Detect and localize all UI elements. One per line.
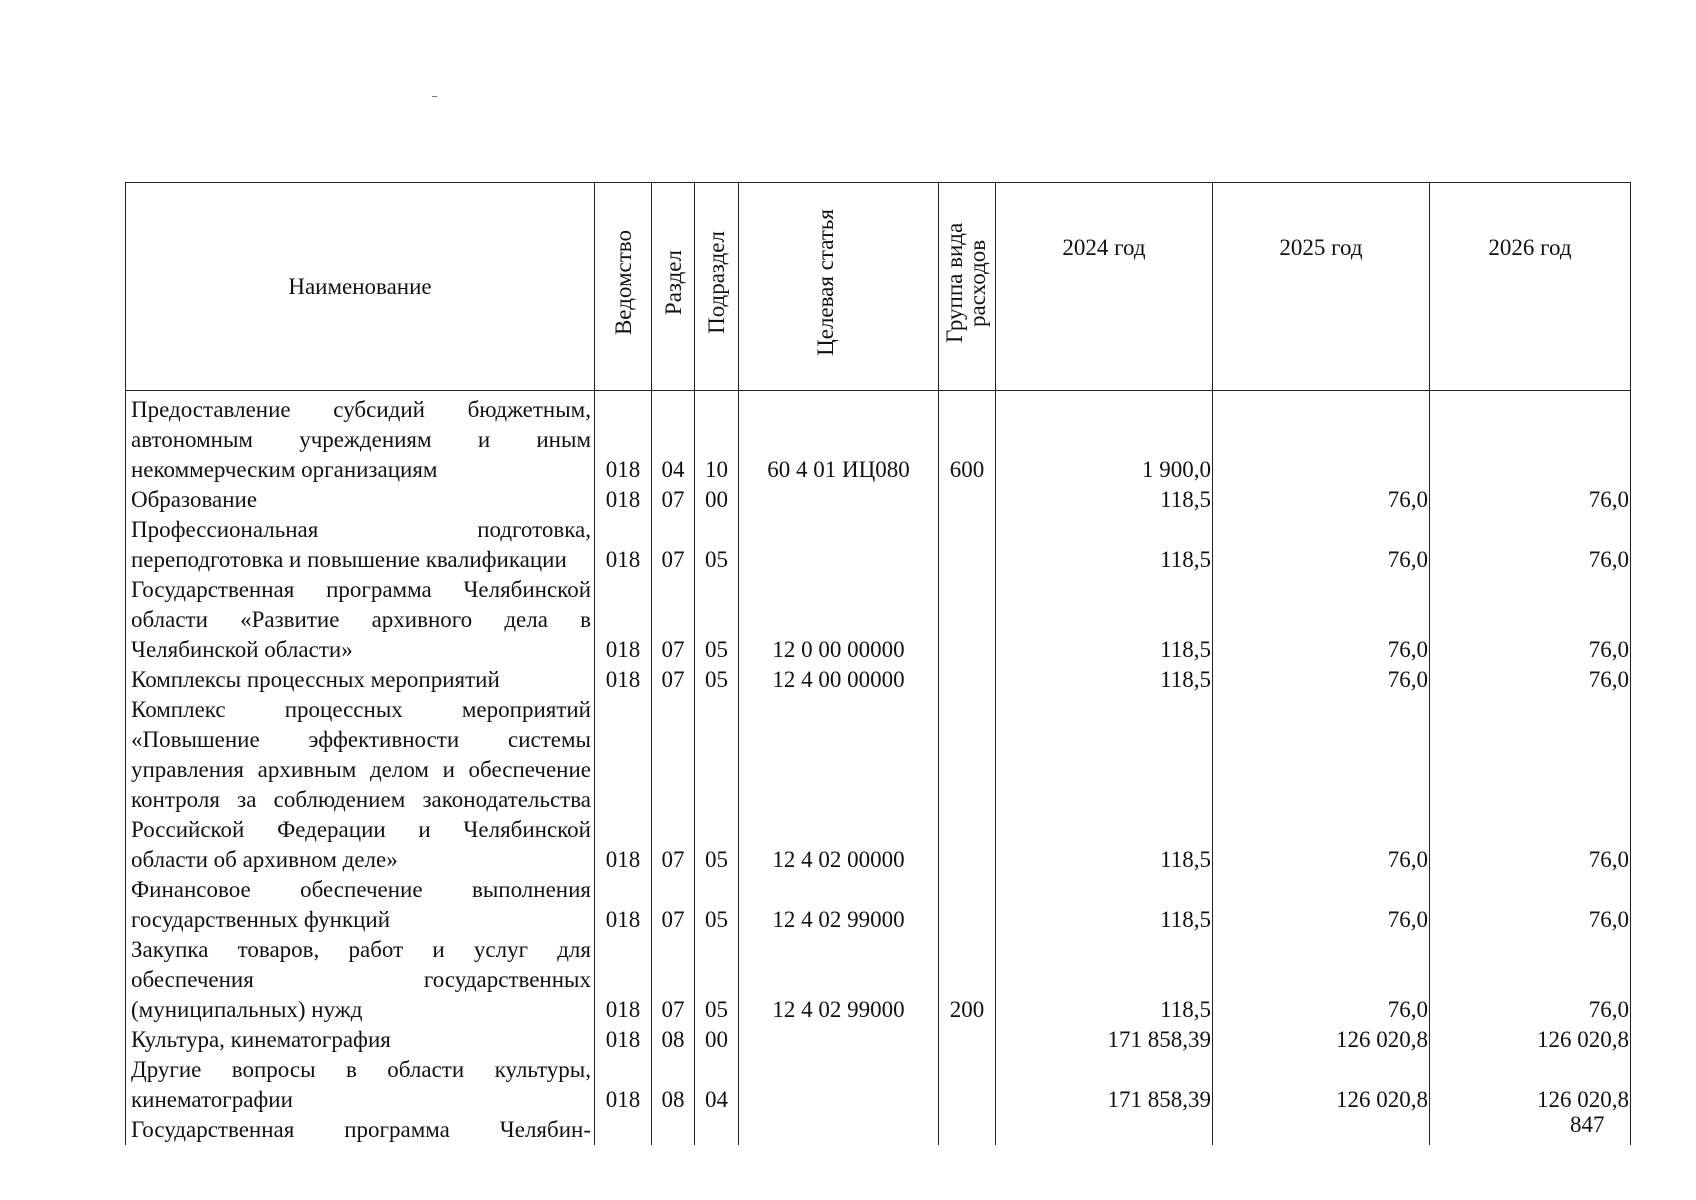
cell-y2025: 76,0 xyxy=(1213,575,1430,665)
cell-target xyxy=(739,1055,939,1115)
cell-dept: 018 xyxy=(595,875,652,935)
cell-group xyxy=(939,1025,996,1055)
table-row xyxy=(126,1025,1631,1055)
cell-y2025: 76,0 xyxy=(1213,695,1430,875)
cell-y2026: 126 020,8 xyxy=(1430,1025,1631,1055)
cell-subsection: 05 xyxy=(695,515,739,575)
cell-y2024: 118,5 xyxy=(996,515,1213,575)
cell-subsection: 05 xyxy=(695,935,739,1025)
cell-name: Профессиональная подготовка, переподготовка и повышение квалификации xyxy=(126,515,595,575)
cell-name: Образование xyxy=(126,485,595,515)
cell-y2025 xyxy=(1213,1115,1430,1145)
cell-section: 07 xyxy=(652,575,695,665)
cell-section: 07 xyxy=(652,695,695,875)
cell-y2024: 171 858,39 xyxy=(996,1025,1213,1055)
table-row xyxy=(126,575,1631,665)
cell-name: Государственная программа Челябинской области «Развитие архивного дела в Челябинской области» xyxy=(126,575,595,665)
header-name: Наименование xyxy=(126,183,595,391)
header-section: Раздел xyxy=(652,183,695,391)
cell-target: 12 4 02 99000 xyxy=(739,875,939,935)
cell-subsection: 05 xyxy=(695,695,739,875)
header-2024: 2024 год xyxy=(996,183,1213,391)
cell-dept: 018 xyxy=(595,1025,652,1055)
cell-target: 12 0 00 00000 xyxy=(739,575,939,665)
cell-group xyxy=(939,485,996,515)
cell-y2024: 118,5 xyxy=(996,665,1213,695)
table-row xyxy=(126,665,1631,695)
cell-group xyxy=(939,695,996,875)
cell-dept: 018 xyxy=(595,1055,652,1115)
cell-name: Комплекс процессных мероприятий «Повышение эффективности системы управления архивным делом и обеспечение контроля за соблюдением законодательства Российской Федерации и Челябинской области об архивном деле» xyxy=(126,695,595,875)
cell-name: Финансовое обеспечение выполнения государственных функций xyxy=(126,875,595,935)
cell-section: 08 xyxy=(652,1055,695,1115)
cell-y2026: 76,0 xyxy=(1430,695,1631,875)
cell-y2025: 76,0 xyxy=(1213,485,1430,515)
page-number: 847 xyxy=(1570,1112,1605,1137)
cell-dept: 018 xyxy=(595,515,652,575)
cell-dept: 018 xyxy=(595,485,652,515)
cell-name: Комплексы процессных мероприятий xyxy=(126,665,595,695)
table-row xyxy=(126,1055,1631,1115)
cell-section: 04 xyxy=(652,391,695,486)
cell-target xyxy=(739,485,939,515)
cell-y2025: 76,0 xyxy=(1213,875,1430,935)
cell-subsection: 04 xyxy=(695,1055,739,1115)
cell-y2024: 118,5 xyxy=(996,875,1213,935)
cell-subsection: 10 xyxy=(695,391,739,486)
cell-name: Культура, кинематография xyxy=(126,1025,595,1055)
cell-dept: 018 xyxy=(595,575,652,665)
header-exp-group: Группа вида расходов xyxy=(939,183,996,391)
cell-y2024: 118,5 xyxy=(996,575,1213,665)
cell-y2024 xyxy=(996,1115,1213,1145)
cell-group xyxy=(939,665,996,695)
cell-y2025: 76,0 xyxy=(1213,665,1430,695)
header-2025: 2025 год xyxy=(1213,183,1430,391)
budget-table xyxy=(125,182,1631,1145)
cell-dept: 018 xyxy=(595,935,652,1025)
cell-group xyxy=(939,575,996,665)
table-row xyxy=(126,695,1631,875)
cell-section: 07 xyxy=(652,665,695,695)
header-dept: Ведомство xyxy=(595,183,652,391)
table-row xyxy=(126,935,1631,1025)
cell-y2026: 76,0 xyxy=(1430,575,1631,665)
scan-speck xyxy=(432,96,437,97)
table-row xyxy=(126,485,1631,515)
cell-group xyxy=(939,1115,996,1145)
cell-y2025: 126 020,8 xyxy=(1213,1055,1430,1115)
header-target: Целевая статья xyxy=(739,183,939,391)
cell-subsection: 05 xyxy=(695,575,739,665)
cell-target: 12 4 00 00000 xyxy=(739,665,939,695)
cell-name: Государственная программа Челябин- xyxy=(126,1115,595,1145)
cell-y2026: 76,0 xyxy=(1430,665,1631,695)
cell-y2026: 76,0 xyxy=(1430,875,1631,935)
cell-y2024: 118,5 xyxy=(996,695,1213,875)
cell-y2026: 76,0 xyxy=(1430,515,1631,575)
table-row xyxy=(126,515,1631,575)
cell-y2024: 118,5 xyxy=(996,485,1213,515)
cell-name: Предоставление субсидий бюджетным, автономным учреждениям и иным некоммерческим организациям xyxy=(126,391,595,486)
table-row xyxy=(126,875,1631,935)
header-subsection: Подраздел xyxy=(695,183,739,391)
cell-y2026: 76,0 xyxy=(1430,485,1631,515)
cell-section: 07 xyxy=(652,935,695,1025)
cell-subsection: 05 xyxy=(695,665,739,695)
cell-group xyxy=(939,515,996,575)
cell-subsection xyxy=(695,1115,739,1145)
cell-dept: 018 xyxy=(595,665,652,695)
cell-y2024: 1 900,0 xyxy=(996,391,1213,486)
cell-section: 07 xyxy=(652,485,695,515)
table-row xyxy=(126,391,1631,486)
cell-dept xyxy=(595,1115,652,1145)
cell-target: 12 4 02 00000 xyxy=(739,695,939,875)
cell-group xyxy=(939,875,996,935)
cell-y2025: 76,0 xyxy=(1213,515,1430,575)
cell-dept: 018 xyxy=(595,695,652,875)
cell-target xyxy=(739,515,939,575)
cell-target xyxy=(739,1115,939,1145)
cell-group: 200 xyxy=(939,935,996,1025)
cell-group: 600 xyxy=(939,391,996,486)
table-row xyxy=(126,1115,1631,1145)
cell-y2026: 76,0 xyxy=(1430,935,1631,1025)
cell-subsection: 05 xyxy=(695,875,739,935)
cell-name: Закупка товаров, работ и услуг для обеспечения государственных (муниципальных) нужд xyxy=(126,935,595,1025)
cell-dept: 018 xyxy=(595,391,652,486)
cell-y2024: 171 858,39 xyxy=(996,1055,1213,1115)
cell-section: 07 xyxy=(652,515,695,575)
cell-target xyxy=(739,1025,939,1055)
cell-subsection: 00 xyxy=(695,485,739,515)
cell-group xyxy=(939,1055,996,1115)
cell-y2025: 126 020,8 xyxy=(1213,1025,1430,1055)
cell-section: 08 xyxy=(652,1025,695,1055)
cell-section xyxy=(652,1115,695,1145)
cell-name: Другие вопросы в области культуры, кинематографии xyxy=(126,1055,595,1115)
cell-target: 60 4 01 ИЦ080 xyxy=(739,391,939,486)
cell-target: 12 4 02 99000 xyxy=(739,935,939,1025)
cell-y2025: 76,0 xyxy=(1213,935,1430,1025)
cell-subsection: 00 xyxy=(695,1025,739,1055)
cell-y2025 xyxy=(1213,391,1430,486)
header-2026: 2026 год xyxy=(1430,183,1631,391)
table-header-row xyxy=(126,183,1631,391)
cell-y2026: 126 020,8 xyxy=(1430,1055,1631,1115)
cell-y2024: 118,5 xyxy=(996,935,1213,1025)
cell-section: 07 xyxy=(652,875,695,935)
cell-y2026 xyxy=(1430,391,1631,486)
